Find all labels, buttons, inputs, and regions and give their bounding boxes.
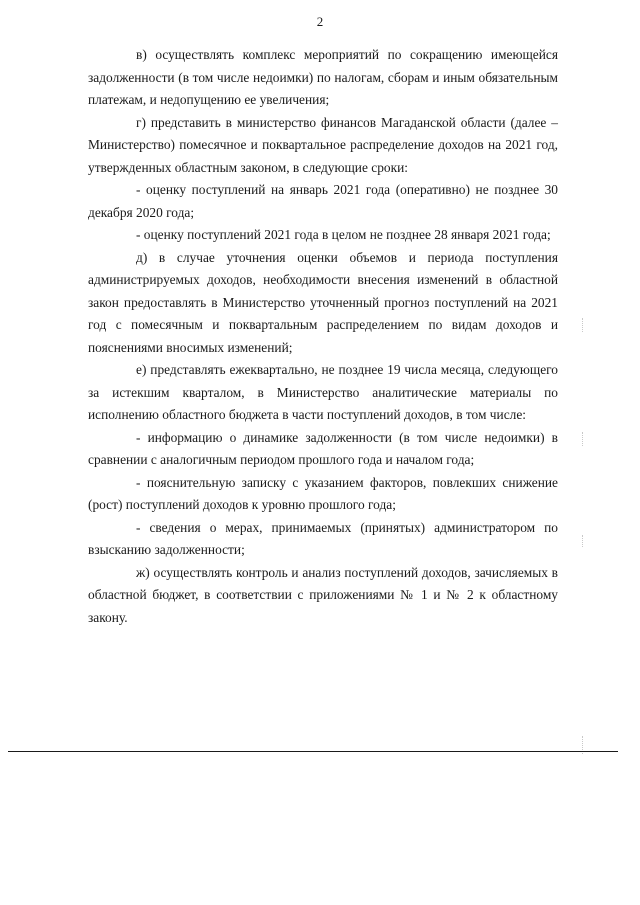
paragraph-e-item-1: - информацию о динамике задолженности (в том числе недоимки) в сравнении с аналогичным периодом прошлого года и началом года;	[88, 429, 558, 467]
paragraph-e-item-2: - пояснительную записку с указанием факторов, повлекших снижение (рост) поступлений доходов к уровню прошлого года;	[88, 474, 558, 512]
paragraph-g-item-1: - оценку поступлений на январь 2021 года (оперативно) не позднее 30 декабря 2020 года;	[88, 182, 558, 220]
paragraph-d: д) в случае уточнения оценки объемов и периода поступления администрируемых доходов, необходимости внесения изменений в областной закон предоставлять в Министерство уточненный прогноз поступлений на 2021 год с помесячным и поквартальным распределением по видам доходов и пояснениями вносимых изменений;	[88, 249, 558, 355]
scan-artifact	[582, 432, 584, 446]
paragraph-e: е) представлять ежеквартально, не позднее 19 числа месяца, следующего за истекшим кварталом, в Министерство аналитические материалы по исполнению областного бюджета в части поступлений доходов, в том числе:	[88, 362, 558, 422]
page-number: 2	[316, 14, 324, 29]
paragraph-v: в) осуществлять комплекс мероприятий по сокращению имеющейся задолженности (в том числе недоимки) по налогам, сборам и иным обязательным платежам, и недопущению ее увеличения;	[88, 47, 558, 107]
document-body	[88, 44, 558, 629]
paragraph-g: г) представить в министерство финансов Магаданской области (далее – Министерство) помесячное и поквартальное распределение доходов на 2021 год, утвержденных областным законом, в следующие сроки:	[88, 114, 558, 175]
paragraph-e-item-3: - сведения о мерах, принимаемых (принятых) администратором по взысканию задолженности;	[88, 519, 558, 557]
scan-artifact	[582, 318, 584, 332]
paragraph-g-item-2: - оценку поступлений 2021 года в целом не позднее 28 января 2021 года;	[136, 227, 551, 242]
scan-artifact	[582, 535, 584, 547]
page-bottom-rule	[8, 751, 618, 752]
paragraph-zh: ж) осуществлять контроль и анализ поступлений доходов, зачисляемых в областной бюджет, в соответствии с приложениями № 1 и № 2 к областному закону.	[88, 564, 558, 625]
